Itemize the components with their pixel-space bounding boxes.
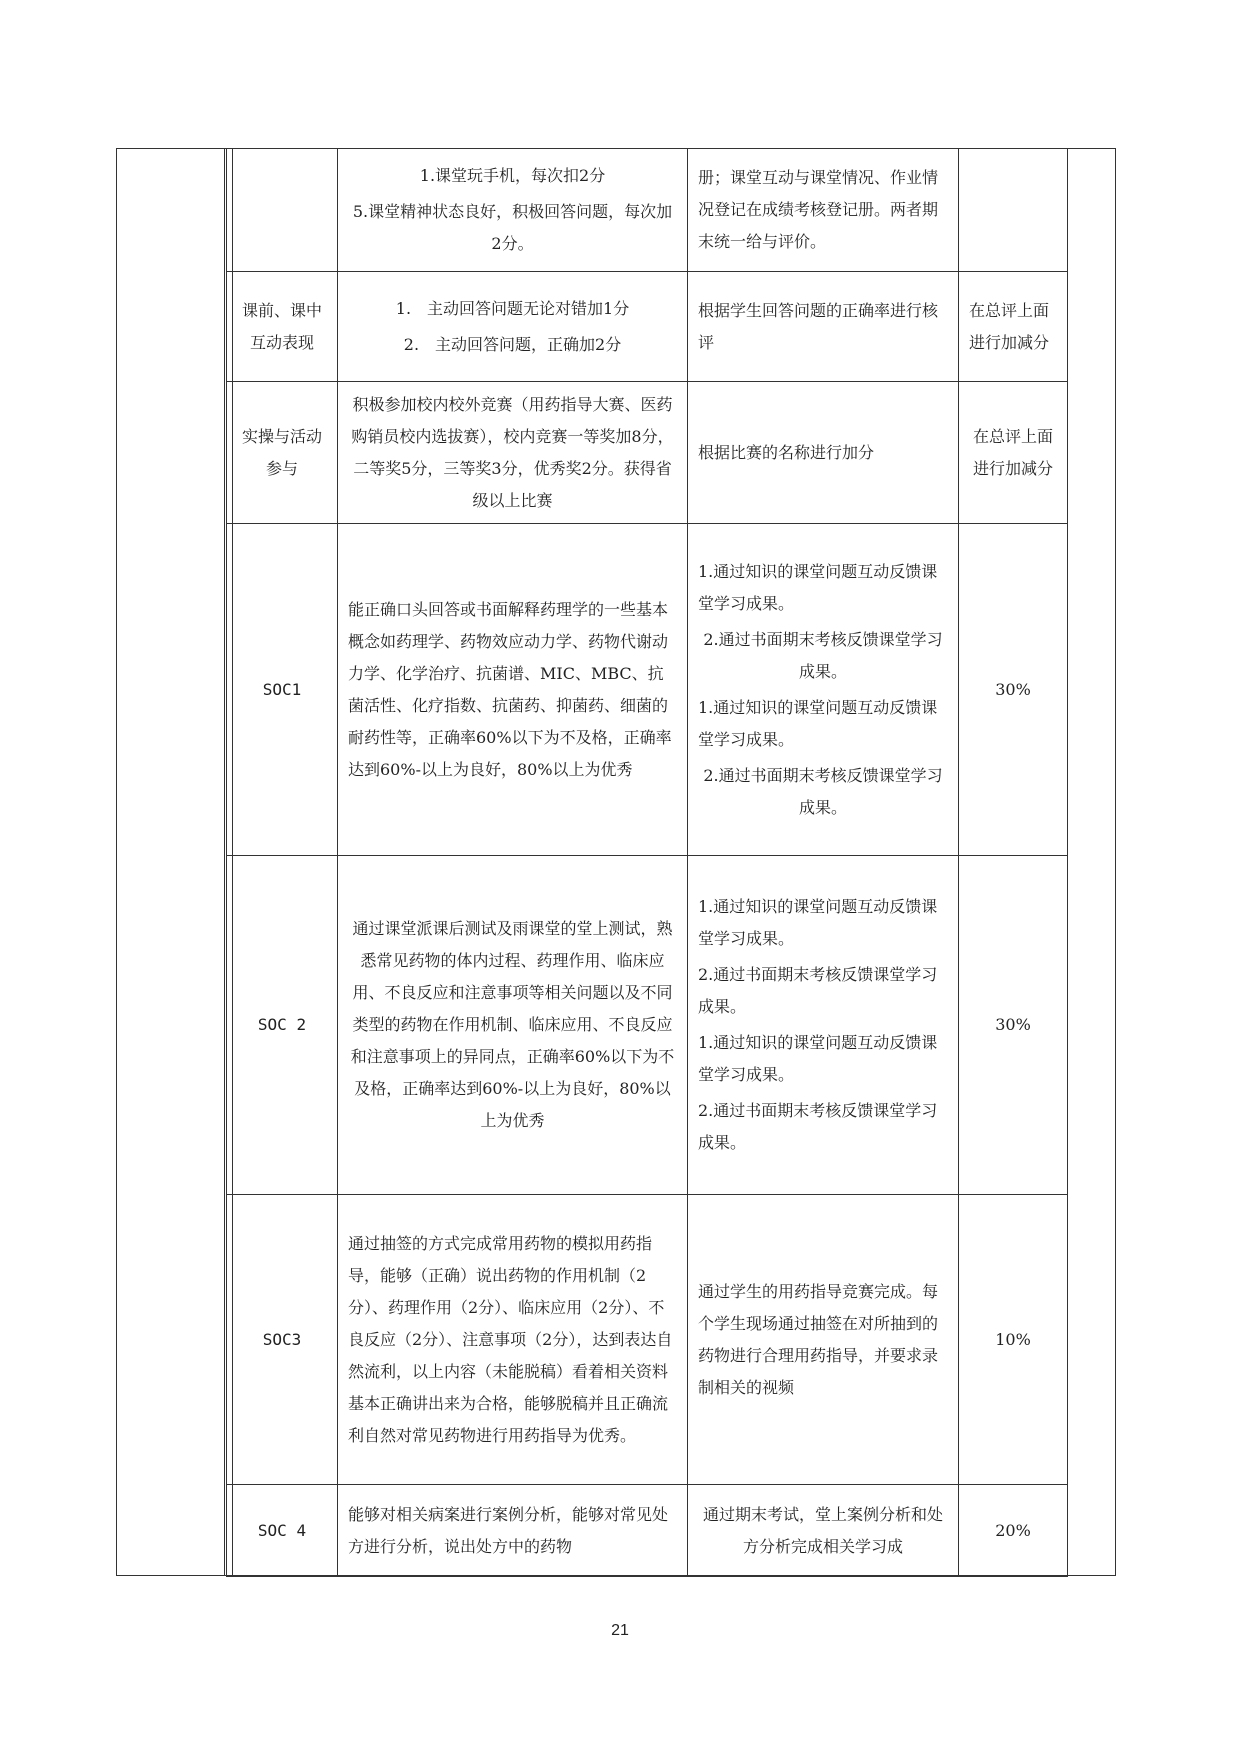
- criteria-line: 5.课堂精神状态良好，积极回答问题，每次加2分。: [352, 202, 673, 253]
- assessment-table: [226, 148, 1068, 1577]
- criteria-cell: [338, 1195, 688, 1485]
- method-cell: [688, 856, 959, 1195]
- method-line: 1.通过知识的课堂问题互动反馈课堂学习成果。: [698, 1033, 938, 1084]
- page-frame: [116, 148, 1116, 1576]
- criteria-line: 能正确口头回答或书面解释药理学的一些基本概念如药理学、药物效应动力学、药物代谢动力学、化学治疗、抗菌谱、MIC、MBC、抗菌活性、化疗指数、抗菌药、抑菌药、细菌的耐药性等，正确率60%以下为不及格，正确率达到60%-以上为良好，80%以上为优秀: [348, 599, 672, 779]
- method-line: 1.通过知识的课堂问题互动反馈课堂学习成果。: [698, 697, 938, 749]
- page-number: 21: [611, 1622, 629, 1639]
- method-cell: [688, 1485, 959, 1577]
- method-line: 2.通过书面期末考核反馈课堂学习成果。: [698, 965, 938, 1016]
- criteria-line: 2. 主动回答问题，正确加2分: [403, 334, 622, 354]
- method-line: 根据比赛的名称进行加分: [698, 442, 875, 462]
- method-cell: [688, 272, 959, 382]
- method-cell: [688, 1195, 959, 1485]
- method-line: 根据学生回答问题的正确率进行核评: [698, 300, 939, 352]
- table-row: [227, 382, 1068, 524]
- criteria-cell: [338, 149, 688, 272]
- table-row: [227, 272, 1068, 382]
- criteria-cell: [338, 382, 688, 524]
- assessment-item-cell: 课前、课中互动表现: [227, 272, 338, 382]
- method-line: 册；课堂互动与课堂情况、作业情况登记在成绩考核登记册。两者期末统一给与评价。: [698, 168, 939, 251]
- weight-cell: 10%: [959, 1195, 1068, 1485]
- weight-cell: [959, 149, 1068, 272]
- table-row: [227, 149, 1068, 272]
- table-row: [227, 856, 1068, 1195]
- method-line: 1.通过知识的课堂问题互动反馈课堂学习成果。: [698, 897, 938, 948]
- method-cell: [688, 382, 959, 524]
- assessment-item-cell: SOC 4: [227, 1485, 338, 1577]
- table-row: [227, 524, 1068, 856]
- criteria-line: 1. 主动回答问题无论对错加1分: [395, 298, 630, 318]
- criteria-cell: [338, 1485, 688, 1577]
- criteria-line: 通过课堂派课后测试及雨课堂的堂上测试，熟悉常见药物的体内过程、药理作用、临床应用、不良反应和注意事项等相关问题以及不同类型的药物在作用机制、临床应用、不良反应和注意事项上的异同点，正确率60%以下为不及格，正确率达到60%-以上为良好，80%以上为优秀: [350, 919, 675, 1130]
- table-row: [227, 1195, 1068, 1485]
- method-line: 2.通过书面期末考核反馈课堂学习成果。: [703, 629, 943, 681]
- method-cell: [688, 149, 959, 272]
- assessment-item-cell: SOC1: [227, 524, 338, 856]
- method-line: 通过期末考试，堂上案例分析和处方分析完成相关学习成: [702, 1504, 943, 1556]
- assessment-item-cell: [227, 149, 338, 272]
- criteria-line: 通过抽签的方式完成常用药物的模拟用药指导，能够（正确）说出药物的作用机制（2分）、药理作用（2分）、临床应用（2分）、不良反应（2分）、注意事项（2分），达到表达自然流利，以上内容（未能脱稿）看着相关资料基本正确讲出来为合格，能够脱稿并且正确流利自然对常见药物进行用药指导为优秀。: [348, 1233, 673, 1445]
- assessment-item-cell: 实操与活动参与: [227, 382, 338, 524]
- method-line: 1.通过知识的课堂问题互动反馈课堂学习成果。: [698, 561, 938, 613]
- method-line: 2.通过书面期末考核反馈课堂学习成果。: [698, 1101, 938, 1152]
- criteria-cell: [338, 524, 688, 856]
- criteria-cell: [338, 272, 688, 382]
- method-line: 通过学生的用药指导竞赛完成。每个学生现场通过抽签在对所抽到的药物进行合理用药指导，并要求录制相关的视频: [698, 1281, 939, 1397]
- assessment-item-cell: SOC3: [227, 1195, 338, 1485]
- criteria-cell: [338, 856, 688, 1195]
- assessment-item-cell: SOC 2: [227, 856, 338, 1195]
- weight-cell: 在总评上面进行加减分: [959, 272, 1068, 382]
- criteria-line: 1.课堂玩手机，每次扣2分: [419, 166, 606, 185]
- method-line: 2.通过书面期末考核反馈课堂学习成果。: [703, 765, 943, 817]
- method-cell: [688, 524, 959, 856]
- weight-cell: 在总评上面进行加减分: [959, 382, 1068, 524]
- weight-cell: 30%: [959, 524, 1068, 856]
- weight-cell: 20%: [959, 1485, 1068, 1577]
- table-row: [227, 1485, 1068, 1577]
- left-column-divider: [224, 148, 225, 1576]
- criteria-line: 积极参加校内校外竞赛（用药指导大赛、医药购销员校内选拔赛），校内竞赛一等奖加8分，二等奖5分，三等奖3分，优秀奖2分。获得省级以上比赛: [351, 394, 674, 510]
- criteria-line: 能够对相关病案进行案例分析，能够对常见处方进行分析，说出处方中的药物: [348, 1504, 669, 1556]
- weight-cell: 30%: [959, 856, 1068, 1195]
